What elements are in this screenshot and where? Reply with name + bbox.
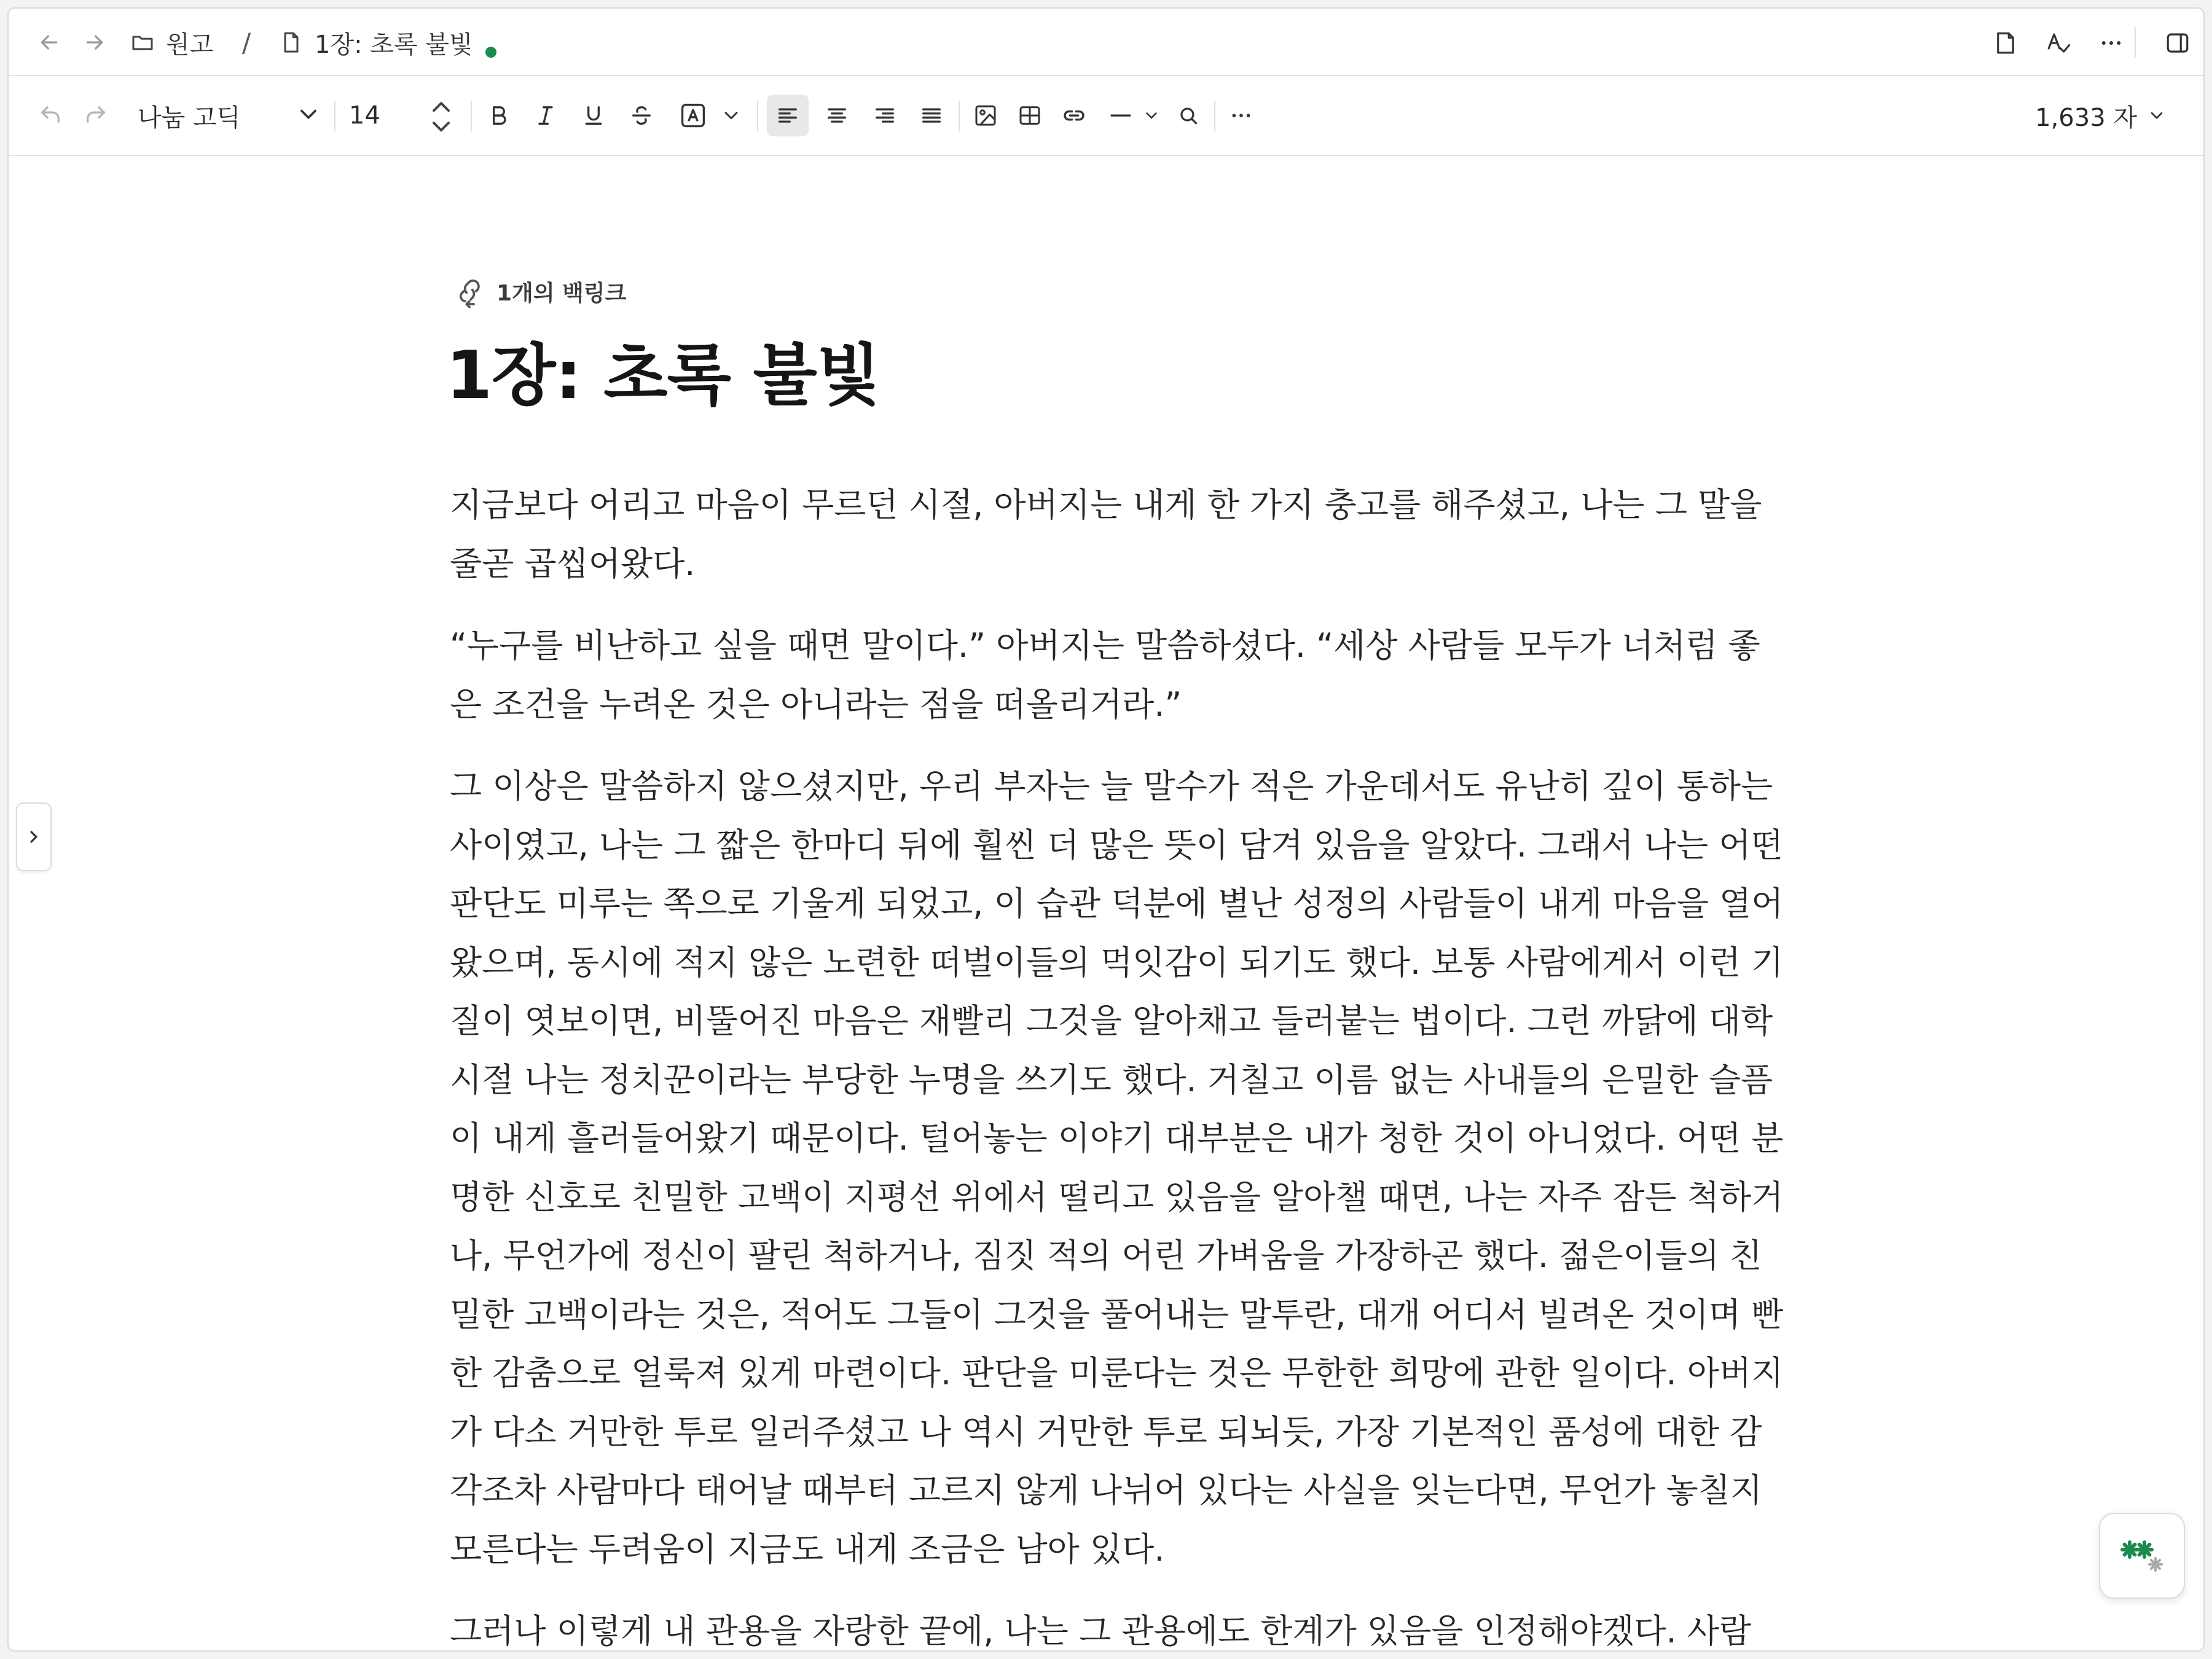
search-button[interactable] [1171, 98, 1206, 133]
more-icon [2098, 30, 2124, 56]
text-color-dropdown[interactable] [719, 98, 743, 133]
font-size-value: 14 [349, 101, 380, 130]
text-color-button[interactable] [676, 98, 710, 133]
page-view-button[interactable] [1988, 26, 2023, 60]
spellcheck-button[interactable] [2041, 26, 2076, 60]
horizontal-rule-icon [1108, 103, 1133, 128]
insert-image-button[interactable] [968, 98, 1003, 133]
undo-button[interactable] [33, 98, 68, 133]
redo-button[interactable] [79, 98, 113, 133]
horizontal-rule-dropdown[interactable] [1140, 98, 1163, 133]
titlebar-divider [2135, 27, 2136, 58]
text-color-icon [680, 102, 707, 129]
breadcrumb-folder[interactable] [130, 9, 213, 76]
formatting-toolbar [9, 76, 2203, 156]
toolbar-divider [959, 101, 960, 131]
chevron-down-icon [295, 101, 322, 128]
chevron-right-icon [24, 827, 44, 847]
undo-icon [38, 103, 63, 128]
paragraph[interactable]: 지금보다 어리고 마음이 무르던 시절, 아버지는 내게 한 가지 충고를 해주셨고, 나는 그 말을 줄곧 곱씹어왔다. [450, 485, 1762, 583]
underline-icon [581, 103, 606, 128]
font-size-input[interactable] [349, 91, 441, 140]
italic-icon [533, 103, 558, 128]
arrow-right-icon [82, 30, 107, 55]
toolbar-divider [334, 101, 335, 131]
chevron-down-icon [1142, 106, 1161, 125]
insert-table-button[interactable] [1013, 98, 1047, 133]
toolbar-divider [757, 101, 758, 131]
bold-icon [487, 103, 511, 128]
align-center-button[interactable] [820, 98, 854, 133]
title-bar [9, 9, 2203, 76]
align-justify-icon [919, 103, 944, 128]
link-icon [1062, 103, 1086, 128]
more-tools-button[interactable] [1224, 98, 1258, 133]
breadcrumb-folder-label: 원고 [166, 30, 214, 59]
document-title[interactable]: 1장: 초록 불빛 [446, 337, 880, 414]
forward-button[interactable] [76, 27, 113, 58]
toggle-panel-button[interactable] [2160, 26, 2195, 60]
stepper-icon [429, 97, 453, 136]
document-icon [279, 30, 304, 55]
backlink-icon [452, 274, 487, 308]
italic-button[interactable] [528, 98, 563, 133]
table-icon [1018, 103, 1042, 128]
breadcrumb-document-label: 1장: 초록 불빛 [315, 30, 473, 59]
toolbar-divider [471, 101, 472, 131]
more-options-button[interactable] [2094, 26, 2128, 60]
backlinks-link[interactable] [452, 273, 626, 310]
align-center-icon [825, 103, 849, 128]
align-right-button[interactable] [868, 98, 902, 133]
insert-link-button[interactable] [1057, 98, 1091, 133]
strikethrough-button[interactable] [624, 98, 659, 133]
toolbar-divider [1214, 101, 1215, 131]
spellcheck-icon [2045, 30, 2071, 56]
strikethrough-icon [629, 103, 654, 128]
horizontal-rule-button[interactable] [1104, 98, 1138, 133]
assistant-button[interactable] [2099, 1513, 2185, 1599]
arrow-left-icon [37, 30, 61, 55]
underline-button[interactable] [576, 98, 611, 133]
sparkle-icon [2117, 1531, 2167, 1580]
character-count[interactable] [2035, 91, 2167, 140]
character-count-label: 1,633 자 [2035, 103, 2137, 132]
folder-icon [130, 30, 155, 55]
paragraph[interactable]: “누구를 비난하고 싶을 때면 말이다.” 아버지는 말씀하셨다. “세상 사람들 모두가 너처럼 좋은 조건을 누려온 것은 아니라는 점을 떠올리거라.” [450, 626, 1760, 724]
align-right-icon [873, 103, 897, 128]
panel-icon [2165, 30, 2190, 56]
chevron-down-icon [720, 104, 742, 127]
back-button[interactable] [31, 27, 68, 58]
document-area [9, 156, 2203, 1650]
font-size-stepper[interactable] [429, 97, 453, 136]
page-icon [1993, 30, 2018, 56]
font-family-select[interactable] [138, 91, 322, 140]
align-left-button[interactable] [767, 95, 809, 136]
paragraph[interactable]: 그러나 이렇게 내 관용을 자랑한 끝에, 나는 그 관용에도 한계가 있음을 인정해야겠다. 사람 [450, 1612, 1752, 1650]
font-family-value: 나눔 고딕 [138, 103, 241, 132]
chevron-down-icon [2147, 106, 2167, 125]
search-icon [1177, 104, 1200, 127]
sidebar-expand-button[interactable] [16, 802, 52, 871]
paragraph[interactable]: 그 이상은 말씀하지 않으셨지만, 우리 부자는 늘 말수가 적은 가운데서도 유난히 깊이 통하는 사이였고, 나는 그 짧은 한마디 뒤에 훨씬 더 많은 뜻이 담겨 있음을 알았다. 그래서 나는 어떤 판단도 미루는 쪽으로 기울게 되었고, 이 습관 덕분에 별난 성정의 사람들이 내게 마음을 열어왔으며, 동시에 적지 않은 노련한 떠벌이들의 먹잇감이 되기도 했다. 보통 사람에게서 이런 기질이 엿보이면, 비뚤어진 마음은 재빨리 그것을 알아채고 들러붙는 법이다. 그런 까닭에 대학 시절 나는 정치꾼이라는 부당한 누명을 쓰기도 했다. 거칠고 이름 없는 사내들의 은밀한 슬픔이 내게 흘러들어왔기 때문이다. 털어놓는 이야기 대부분은 내가 청한 것이 아니었다. 어떤 분명한 신호로 친밀한 고백이 지평선 위에서 떨리고 있음을 알아챌 때면, 나는 자주 잠든 척하거나, 무언가에 정신이 팔린 척하거나, 짐짓 적의 어린 가벼움을 가장하곤 했다. 젊은이들의 친밀한 고백이라는 것은, 적어도 그들이 그것을 풀어내는 말투란, 대개 어디서 빌려온 것이며 빤한 감춤으로 얼룩져 있게 마련이다. 판단을 미룬다는 것은 무한한 희망에 관한 일이다. 아버지가 다소 거만한 투로 일러주셨고 나 역시 거만한 투로 되뇌듯, 가장 기본적인 품성에 대한 감각조차 사람마다 태어날 때부터 고르지 않게 나뉘어 있다는 사실을 잊는다면, 무언가 놓칠지 모른다는 두려움이 지금도 내게 조금은 남아 있다. [450, 767, 1784, 1569]
more-icon [1229, 103, 1253, 128]
backlinks-label: 1개의 백링크 [496, 280, 627, 306]
saved-status-dot [485, 47, 496, 58]
bold-button[interactable] [482, 98, 516, 133]
breadcrumb-document[interactable] [279, 9, 473, 76]
redo-icon [84, 103, 108, 128]
image-icon [973, 103, 998, 128]
editor-window [7, 7, 2205, 1652]
document-body[interactable] [450, 476, 1789, 1650]
align-left-icon [775, 103, 800, 128]
breadcrumb-separator: / [242, 27, 251, 58]
align-justify-button[interactable] [914, 98, 949, 133]
